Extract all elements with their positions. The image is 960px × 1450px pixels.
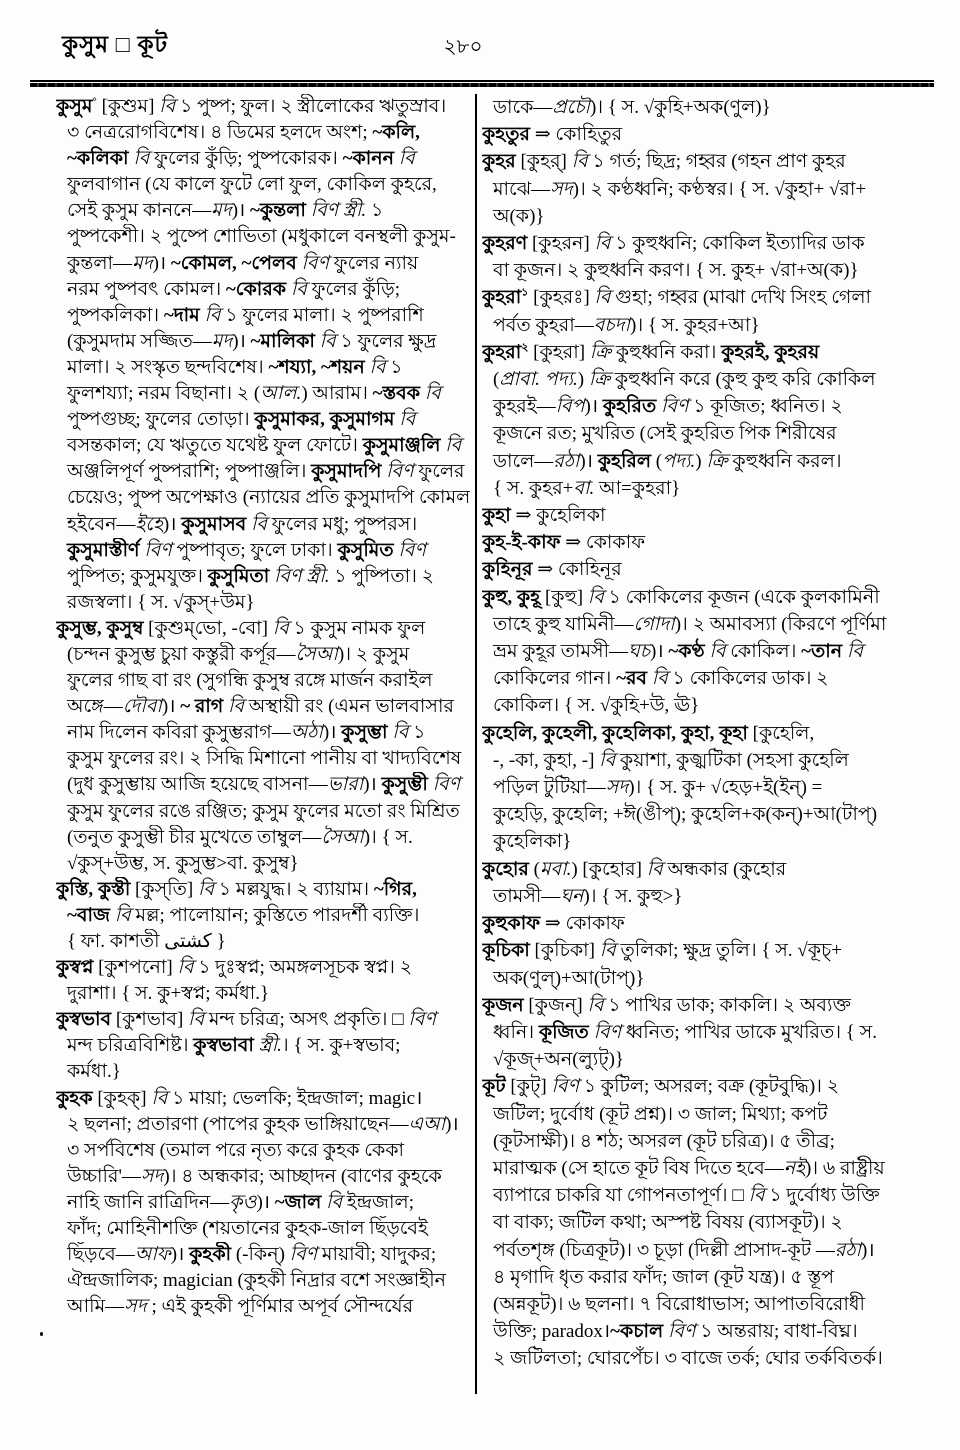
text-line: ৩ সর্পবিশেষ (তমাল পরে নৃত্য করে কুহক কেকা: [67, 1139, 405, 1161]
text-line: ২ জটিলতা; ঘোরপেঁচ। ৩ বাজে তর্ক; ঘোর তর্কবিতর্ক।: [493, 1348, 883, 1370]
text-line: ফুলবাগান (যে কালে ফুটে লো ফুল, কোকিল কুহরে,: [67, 174, 437, 196]
text-line: অঞ্জলিপূর্ণ পুষ্পরাশি; পুষ্পাঞ্জলি। কুসুমাদপি বিণ ফুলের: [67, 461, 465, 483]
text-line: কূজন [কুজন্] বি ১ পাখির ডাক; কাকলি। ২ অব্যক্ত: [482, 994, 851, 1016]
text-line: ধ্বনি। কূজিত বিণ ধ্বনিত; পাখির ডাকে মুখরিত। { স.: [493, 1021, 877, 1043]
text-line: কুস্বপ্ন [কুশপনো] বি ১ দুঃস্বপ্ন; অমঙ্গলসূচক স্বপ্ন। ২: [56, 957, 413, 979]
text-line: (প্রাবা. পদ্য.) ক্রি কুহুধ্বনি করে (কুহু কুহু করি কোকিল: [493, 369, 876, 391]
text-line: কুসুম্ভ, কুসুম্ব [কুশুম্‌ভো, -বো] বি ১ কুসুম নামক ফুল: [56, 617, 426, 639]
header-rule-thin-line: [30, 80, 934, 82]
text-line: -, -কা, কুহা, -] বি কুয়াশা, কুজ্ঝটিকা (সহসা কুহেলি: [493, 749, 849, 771]
text-line: কুহা ⇒ কুহেলিকা: [482, 505, 606, 527]
page-number: ২৮০: [443, 36, 483, 58]
text-line: নাম দিলেন কবিরা কুসুম্ভরাগ—অঠা)। কুসুম্ভা বি ১: [67, 722, 426, 744]
text-line: বা কূজন। ২ কুহুধ্বনি করণ। { স. কুহ+ √রা+অ(ক)}: [493, 260, 859, 282]
text-line: কোকিলের গান। ~রব বি ১ কোকিলের ডাক। ২: [493, 668, 829, 690]
text-line: হইবেন—ইহে)। কুসুমাসব বি ফুলের মধু; পুষ্পরস।: [67, 513, 418, 535]
text-line: { ফা. কাশতী كشتى }: [67, 931, 226, 952]
text-line: ফুলশয্যা; নরম বিছানা। ২ (আল.) আরাম। ~স্তবক বি: [67, 383, 441, 405]
text-line: ৩ নেত্ররোগবিশেষ। ৪ ডিমের হলদে অংশ; ~কলি,: [67, 122, 420, 144]
text-line: কুহেড়ি, কুহেলি; +ঈ(ঙীপ্); কুহেলি+ক(কন্)+আ(টাপ্): [493, 804, 878, 826]
text-line: ফুলের গাছ বা রং (সুগন্ধি কুসুম্ব রঙ্গে মার্জন করাইল: [67, 670, 433, 692]
text-line: কুন্তলা—মদ)। ~কোমল, ~পেলব বিণ ফুলের ন্যায়: [67, 252, 419, 274]
text-line: কুহরা$^২$ [কুহরা] ক্রি কুহুধ্বনি করা। কুহরই, কুহরয়: [482, 341, 820, 363]
text-line: কোকিল। { স. √কুহি+উ, ঊ}: [493, 695, 700, 717]
right-column: [482, 94, 920, 1394]
text-line: কুসুম ফুলের রঙে রঞ্জিত; কুসুম ফুলের মতো রং মিশ্রিত: [67, 800, 460, 822]
text-line: পর্বত কুহরা—বচদা)। { স. কুহর+আ}: [493, 314, 760, 336]
text-line: ছিঁড়বে—আফ)। কুহকী (-কিন্) বিণ মায়াবী; যাদুকর;: [67, 1244, 437, 1266]
text-line: ২ ছলনা; প্রতারণা (পাপের কুহক ভাঙ্গিয়াছেন—এআ)।: [67, 1113, 459, 1135]
text-line: কূচিকা [কুচিকা] বি তুলিকা; ক্ষুদ্র তুলি। { স. √কূচ্+: [482, 940, 842, 962]
text-line: রজস্বলা। { স. √কুস্+উম}: [67, 591, 255, 613]
text-line: ডালে—রঠা)। কুহরিল (পদ্য.) ক্রি কুহুধ্বনি করল।: [493, 450, 842, 472]
text-line: পুষ্পকলিকা। ~দাম বি ১ ফুলের মালা। ২ পুষ্পরাশি: [67, 304, 424, 326]
text-line: ঐন্দ্রজালিক; magician (কুহকী নিদ্রার বশে সংজ্ঞাহীন: [67, 1270, 447, 1292]
text-line: কুহর [কুহর্] বি ১ গর্ত; ছিদ্র; গহ্বর (গহন প্রাণ কুহর: [482, 151, 846, 173]
text-line: পড়িল টুটিয়া—সদ)। { স. কু+ √হেড়+ই(ইন্) =: [493, 777, 823, 799]
text-line: কুস্বভাব [কুশভাব] বি মন্দ চরিত্র; অসৎ প্রকৃতি। □ বিণ: [56, 1009, 436, 1031]
text-line: (তনুত কুসুম্ভী চীর মুখেতে তাম্বুল—সৈআ)। { স.: [67, 826, 413, 848]
text-line: (কুসুমদাম সজ্জিত—মদ)। ~মালিকা বি ১ ফুলের ক্ষুদ্র: [67, 330, 437, 352]
text-line: অক(ণুল্)+আ(টাপ্)}: [493, 967, 645, 989]
text-line: ফাঁদ; মোহিনীশক্তি (শয়তানের কুহক-জাল ছিঁড়বেই: [67, 1218, 428, 1240]
scan-speck: [40, 1332, 43, 1336]
text-line: পুষ্পকেশী। ২ পুষ্পে শোভিতা (মধুকালে বনস্থলী কুসুম-: [67, 226, 456, 248]
text-line: নাহি জানি রাত্রিদিন—কৃও)। ~জাল বি ইন্দ্রজাল;: [67, 1191, 414, 1213]
text-line: দুরাশা। { স. কু+স্বপ্ন; কর্মধা.}: [67, 983, 270, 1005]
text-line: কুস্তি, কুস্তী [কুস্‌তি] বি ১ মল্লযুদ্ধ। ২ ব্যায়াম। ~গির,: [56, 878, 417, 900]
text-line: উচ্চারি'—সদ)। ৪ অন্ধকার; আচ্ছাদন (বাণের কুহকে: [67, 1165, 442, 1187]
text-line: কুহরা$^১$ [কুহরঃ] বি গুহা; গহ্বর (মাঝা দেখি সিংহ গেলা: [482, 287, 872, 309]
text-line: কুহ-ই-কাফ ⇒ কোকাফ: [482, 532, 646, 554]
text-line: কর্মধা.}: [67, 1061, 121, 1083]
running-head: কুসুম □ কূট: [62, 32, 169, 57]
header-rule-thick-line: [30, 83, 934, 87]
text-line: √কূজ্+অন(ল্যুট্)}: [493, 1049, 625, 1071]
text-line: ~বাজ বি মল্ল; পালোয়ান; কুস্তিতে পারদর্শী ব্যক্তি।: [67, 904, 420, 926]
text-line: কূট [কুট্] বিণ ১ কুটিল; অসরল; বক্র (কূটবুদ্ধি)। ২: [482, 1076, 840, 1098]
text-line: কুসুম° [কুশুম] বি ১ পুষ্প; ফুল। ২ স্ত্রীলোকের ঋতুস্রাব।: [56, 95, 447, 117]
text-line: √কুস্+উম্ভ, স. কুসুম্ভ>বা. কুসুম্ব}: [67, 852, 299, 874]
text-line: কুহিনূর ⇒ কোহিনূর: [482, 559, 622, 581]
header-rule: [30, 80, 934, 89]
text-line: মারাত্মক (সে হাতে কূট বিষ দিতে হবে—নই)। ৬ রাষ্ট্রীয়: [493, 1157, 885, 1179]
text-line: উক্তি; paradox।~কচাল বিণ ১ অন্তরায়; বাধা-বিঘ্ন।: [493, 1321, 858, 1343]
text-line: (চন্দন কুসুম্ভ চুয়া কস্তুরী কর্পূর—সৈআ)। ২ কুসুম: [67, 643, 410, 665]
text-line: পুষ্পগুচ্ছ; ফুলের তোড়া। কুসুমাকর, কুসুমাগম বি: [67, 409, 416, 431]
text-line: জটিল; দুর্বোধ (কূট প্রশ্ন)। ৩ জাল; মিথ্যা; কপট: [493, 1103, 828, 1125]
text-line: কুসুম ফুলের রং। ২ সিদ্ধি মিশানো পানীয় বা খাদ্যবিশেষ: [67, 748, 462, 770]
column-divider: [475, 94, 477, 1394]
text-line: বসন্তকাল; যে ঋতুতে যথেষ্ট ফুল ফোটে। কুসুমাঞ্জলি বি: [67, 435, 462, 457]
text-line: বা বাক্য; জটিল কথা; অস্পষ্ট বিষয় (ব্যাসকূট)। ২: [493, 1212, 843, 1234]
text-line: পর্বতশৃঙ্গ (চিত্রকূট)। ৩ চূড়া (দিল্লী প্রাসাদ-কূট —রঠা)।: [493, 1239, 875, 1261]
text-line: নরম পুষ্পবৎ কোমল। ~কোরক বি ফুলের কুঁড়ি;: [67, 278, 401, 300]
text-line: কুহক [কুহক্] বি ১ মায়া; ভেলকি; ইন্দ্রজাল; magic।: [56, 1087, 423, 1109]
text-line: পুষ্পিত; কুসুমযুক্ত। কুসুমিতা বিণ স্ত্রী. ১ পুষ্পিতা। ২: [67, 565, 435, 587]
text-line: আমি—সদ ; এই কুহকী পূর্ণিমার অপূর্ব সৌন্দর্যের: [67, 1296, 414, 1318]
text-line: সেই কুসুম কাননে—মদ)। ~কুন্তলা বিণ স্ত্রী. ১: [67, 200, 384, 222]
text-line: কুহরণ [কুহরন] বি ১ কুহুধ্বনি; কোকিল ইত্যাদির ডাক: [482, 233, 865, 255]
text-line: (অন্নকূট)। ৬ ছলনা। ৭ বিরোধাভাস; আপাতবিরোধী: [493, 1293, 865, 1315]
text-line: ~কলিকা বি ফুলের কুঁড়ি; পুষ্পকোরক। ~কানন বি: [67, 148, 415, 170]
text-line: কুহতুর ⇒ কোহিতুর: [482, 124, 623, 146]
text-line: অঙ্গে—দৌবা)। ~ রাগ বি অস্থায়ী রং (এমন ভালবাসার: [67, 696, 454, 718]
text-line: কুহোর (মবা.) [কুহোর] বি অন্ধকার (কুহোর: [482, 858, 787, 880]
text-line: মাঝে—সদ)। ২ কণ্ঠধ্বনি; কণ্ঠস্বর। { স. √কুহা+ √রা+: [493, 178, 867, 200]
text-line: ডাকে—প্রচৌ)। { স. √কুহি+অক(ণুল)}: [493, 97, 771, 118]
text-line: চেয়েও; পুষ্প অপেক্ষাও (ন্যায়ের প্রতি কুসুমাদপি কোমল: [67, 487, 470, 509]
text-line: কূজনে রত; মুখরিত (সেই কুহরিত পিক শিরীষের: [493, 423, 837, 445]
text-columns: [56, 94, 922, 1394]
text-line: কুহেলি, কুহেলী, কুহেলিকা, কুহা, কূহা [কুহেলি,: [482, 722, 815, 744]
text-line: তামসী—ঘন)। { স. কুহু>}: [493, 885, 683, 907]
text-line: কুসুমাস্তীর্ণ বিণ পুষ্পাবৃত; ফুলে ঢাকা। কুসুমিত বিণ: [67, 539, 426, 561]
text-line: ৪ মৃগাদি ধৃত করার ফাঁদ; জাল (কূট যন্ত্র)। ৫ স্তূপ: [493, 1266, 835, 1288]
text-line: (কূটসাক্ষী)। ৪ শঠ; অসরল (কূট চরিত্র)। ৫ তীব্র;: [493, 1130, 835, 1152]
left-column: [56, 94, 470, 1394]
text-line: ভ্রম কুহূর তামসী—ঘচ)। ~কণ্ঠ বি কোকিল। ~তান বি: [493, 641, 863, 663]
text-line: অ(ক)}: [493, 205, 545, 227]
text-line: মালা। ২ সংস্কৃত ছন্দবিশেষ। ~শয্যা, ~শয়ন বি ১: [67, 356, 403, 378]
text-line: ব্যাপারে চাকরি যা গোপনতাপূর্ণ। □ বি ১ দুর্বোধ্য উক্তি: [493, 1185, 880, 1207]
text-line: কুহুকাফ ⇒ কোকাফ: [482, 913, 625, 935]
text-line: কুহু, কুহূ [কুহু] বি ১ কোকিলের কূজন (একে কুলকামিনী: [482, 586, 880, 608]
text-line: তাহে কুহু যামিনী—গোদা)। ২ অমাবস্যা (কিরণে পূর্ণিমা: [493, 613, 887, 635]
text-line: কুহেলিকা}: [493, 831, 572, 853]
text-line: { স. কুহর+বা. আ=কুহরা}: [493, 477, 681, 499]
text-line: (দুধ কুসুম্ভায় আজি হয়েছে বাসনা—ভারা)। কুসুম্ভী বিণ: [67, 774, 461, 796]
text-line: মন্দ চরিত্রবিশিষ্ট। কুস্বভাবা স্ত্রী.। { স. কু+স্বভাব;: [67, 1035, 401, 1057]
text-line: কুহরই—বিপ)। কুহরিত বিণ ১ কূজিত; ধ্বনিত। ২: [493, 396, 843, 418]
page-header: [62, 26, 920, 72]
